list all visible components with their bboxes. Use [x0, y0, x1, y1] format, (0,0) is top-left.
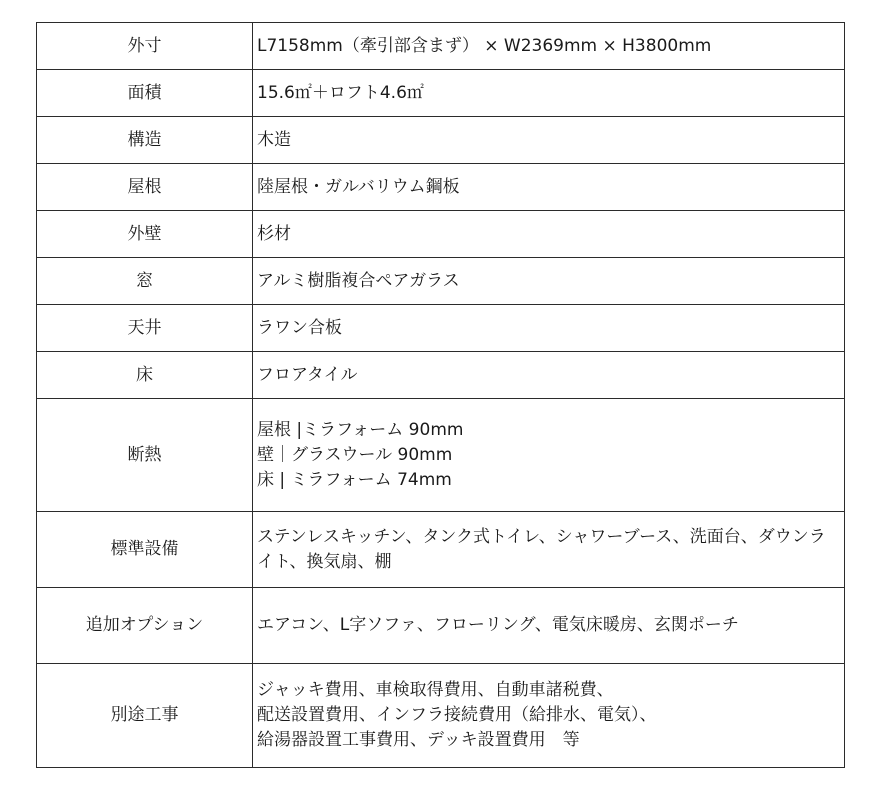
- row-label-standard-equipment: 標準設備: [37, 512, 253, 588]
- value-line: エアコン、L字ソファ、フローリング、電気床暖房、玄関ポーチ: [257, 615, 739, 635]
- value-line: 床 | ミラフォーム 74mm: [257, 469, 452, 490]
- value-line: 給湯器設置工事費用、デッキ設置費用 等: [257, 730, 580, 750]
- value-line: L7158mm（牽引部含まず） × W2369mm × H3800mm: [257, 35, 712, 56]
- table-row: [37, 512, 845, 588]
- table-row: [37, 117, 845, 164]
- row-label-additional-options: 追加オプション: [37, 588, 253, 664]
- spec-table: [36, 22, 845, 768]
- row-value-separate-work: [253, 664, 845, 768]
- value-line: ラワン合板: [257, 317, 342, 338]
- row-label-area: 面積: [37, 70, 253, 117]
- row-value-floor: [253, 352, 845, 399]
- row-label-outer-dimensions: 外寸: [37, 23, 253, 70]
- row-label-separate-work: 別途工事: [37, 664, 253, 768]
- row-value-structure: [253, 117, 845, 164]
- value-line: 陸屋根・ガルバリウム鋼板: [257, 176, 460, 197]
- value-line: 木造: [257, 129, 291, 150]
- value-line: ジャッキ費用、車検取得費用、自動車諸税費、: [257, 680, 614, 700]
- row-label-window: 窓: [37, 258, 253, 305]
- row-label-floor: 床: [37, 352, 253, 399]
- table-row: [37, 352, 845, 399]
- table-row: [37, 211, 845, 258]
- row-label-structure: 構造: [37, 117, 253, 164]
- row-value-exterior-wall: [253, 211, 845, 258]
- table-row: [37, 588, 845, 664]
- table-row: [37, 23, 845, 70]
- value-line: フロアタイル: [257, 364, 358, 385]
- table-row: [37, 164, 845, 211]
- table-row: [37, 70, 845, 117]
- value-line: 屋根 |ミラフォーム 90mm: [257, 419, 464, 440]
- row-value-roof: [253, 164, 845, 211]
- table-row: [37, 305, 845, 352]
- row-label-ceiling: 天井: [37, 305, 253, 352]
- table-row: [37, 258, 845, 305]
- value-line: 杉材: [257, 223, 291, 244]
- row-value-insulation: [253, 399, 845, 512]
- row-label-insulation: 断熱: [37, 399, 253, 512]
- row-value-window: [253, 258, 845, 305]
- row-value-ceiling: [253, 305, 845, 352]
- row-value-standard-equipment: [253, 512, 845, 588]
- value-line: アルミ樹脂複合ペアガラス: [257, 270, 460, 291]
- value-line: 15.6㎡＋ロフト4.6㎡: [257, 82, 424, 103]
- row-value-outer-dimensions: [253, 23, 845, 70]
- row-value-additional-options: [253, 588, 845, 664]
- value-line: 壁｜グラスウール 90mm: [257, 444, 453, 465]
- value-line: 配送設置費用、インフラ接続費用（給排水、電気）、: [257, 705, 657, 725]
- row-label-roof: 屋根: [37, 164, 253, 211]
- value-line: ステンレスキッチン、タンク式トイレ、シャワーブース、洗面台、ダウンライト、換気扇、棚: [257, 526, 826, 572]
- row-value-area: [253, 70, 845, 117]
- row-label-exterior-wall: 外壁: [37, 211, 253, 258]
- table-row: [37, 664, 845, 768]
- table-row: [37, 399, 845, 512]
